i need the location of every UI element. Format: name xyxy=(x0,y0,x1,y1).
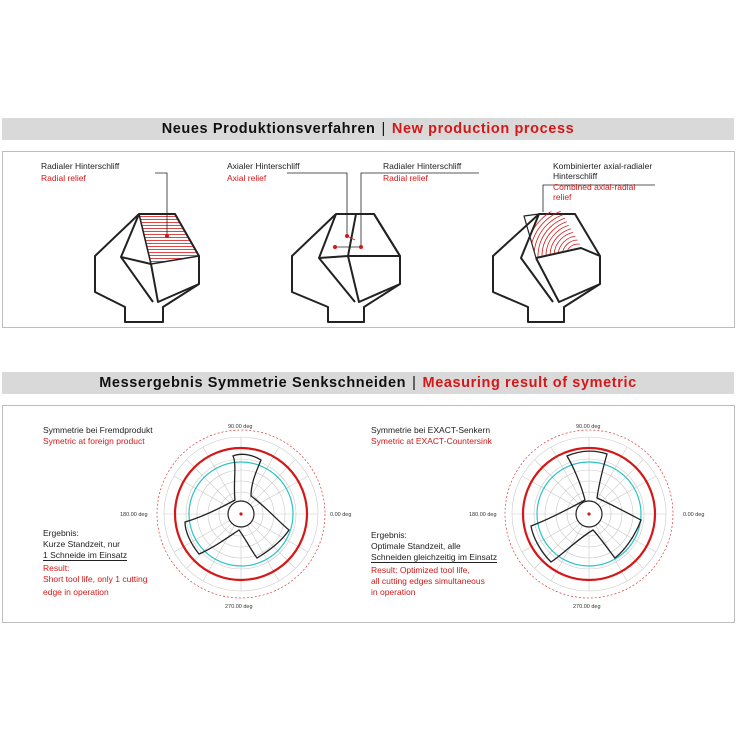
tool2-axial-label-de: Axialer Hinterschliff xyxy=(227,161,300,171)
banner-title-en: Measuring result of symetric xyxy=(422,375,637,391)
countersink-radial-relief xyxy=(95,214,199,322)
left-title-de: Symmetrie bei Fremdprodukt xyxy=(43,425,153,435)
countersink-combined-relief xyxy=(493,204,630,322)
left-title-en: Symetric at foreign product xyxy=(43,436,145,446)
countersink-illustrations xyxy=(3,152,734,327)
right-result-en-1: all cutting edges simultaneous xyxy=(371,576,485,586)
symmetry-measurement-panel xyxy=(2,405,735,623)
leader-dot xyxy=(333,245,337,249)
left-axis-90: 90.00 deg xyxy=(228,424,253,430)
tool1-label-de: Radialer Hinterschliff xyxy=(41,161,120,171)
left-result-de-1: Kurze Standzeit, nur xyxy=(43,539,121,549)
countersink-axial-radial-relief xyxy=(292,214,400,322)
tool3-label-en-1: Combined axial-radial xyxy=(553,182,636,192)
right-title-en: Symetric at EXACT-Countersink xyxy=(371,436,492,446)
left-axis-0: 0.00 deg xyxy=(330,512,352,518)
right-axis-90: 90.00 deg xyxy=(576,424,601,430)
polar-plot-foreign-product xyxy=(157,430,325,598)
tool2-radial-label-en: Radial relief xyxy=(383,173,428,183)
left-result-heading-de: Ergebnis: xyxy=(43,528,79,538)
left-result-en-2: edge in operation xyxy=(43,587,109,597)
left-axis-180: 180.00 deg xyxy=(120,512,148,518)
right-result-heading-de: Ergebnis: xyxy=(371,530,407,540)
left-axis-270: 270.00 deg xyxy=(225,604,253,610)
left-result-heading-en: Result: xyxy=(43,563,70,573)
tool2-axial-label-en: Axial relief xyxy=(227,173,267,183)
tool1-label-en: Radial relief xyxy=(41,173,86,183)
leader-dot xyxy=(345,234,349,238)
banner-title-de: Messergebnis Symmetrie Senkschneiden xyxy=(99,375,407,391)
right-result-de-2: Schneiden gleichzeitig im Einsatz xyxy=(371,552,498,562)
right-title-de: Symmetrie bei EXACT-Senkern xyxy=(371,425,491,435)
tool3-label-en-2: relief xyxy=(553,192,572,202)
right-result-heading-en: Result: Optimized tool life, xyxy=(371,565,470,575)
left-result-de-2: 1 Schneide im Einsatz xyxy=(43,550,128,560)
leader-dot xyxy=(165,234,169,238)
production-process-panel xyxy=(2,151,735,328)
right-axis-270: 270.00 deg xyxy=(573,604,601,610)
right-axis-0: 0.00 deg xyxy=(683,512,705,518)
right-axis-180: 180.00 deg xyxy=(469,512,497,518)
left-result-en-1: Short tool life, only 1 cutting xyxy=(43,574,148,584)
tool2-radial-label-de: Radialer Hinterschliff xyxy=(383,161,462,171)
tool3-label-de-1: Kombinierter axial-radialer xyxy=(553,161,653,171)
tool3-label-de-2: Hinterschliff xyxy=(553,171,598,181)
leader-dot xyxy=(359,245,363,249)
banner-separator: | xyxy=(381,121,386,137)
banner-measuring-result xyxy=(2,372,734,394)
banner-title-en: New production process xyxy=(391,121,575,137)
banner-title-de: Neues Produktionsverfahren xyxy=(161,121,376,137)
banner-production-process xyxy=(2,118,734,140)
right-result-de-1: Optimale Standzeit, alle xyxy=(371,541,461,551)
polar-plot-exact-countersink xyxy=(505,430,673,598)
right-result-en-2: in operation xyxy=(371,587,416,597)
banner-separator: | xyxy=(412,375,417,391)
